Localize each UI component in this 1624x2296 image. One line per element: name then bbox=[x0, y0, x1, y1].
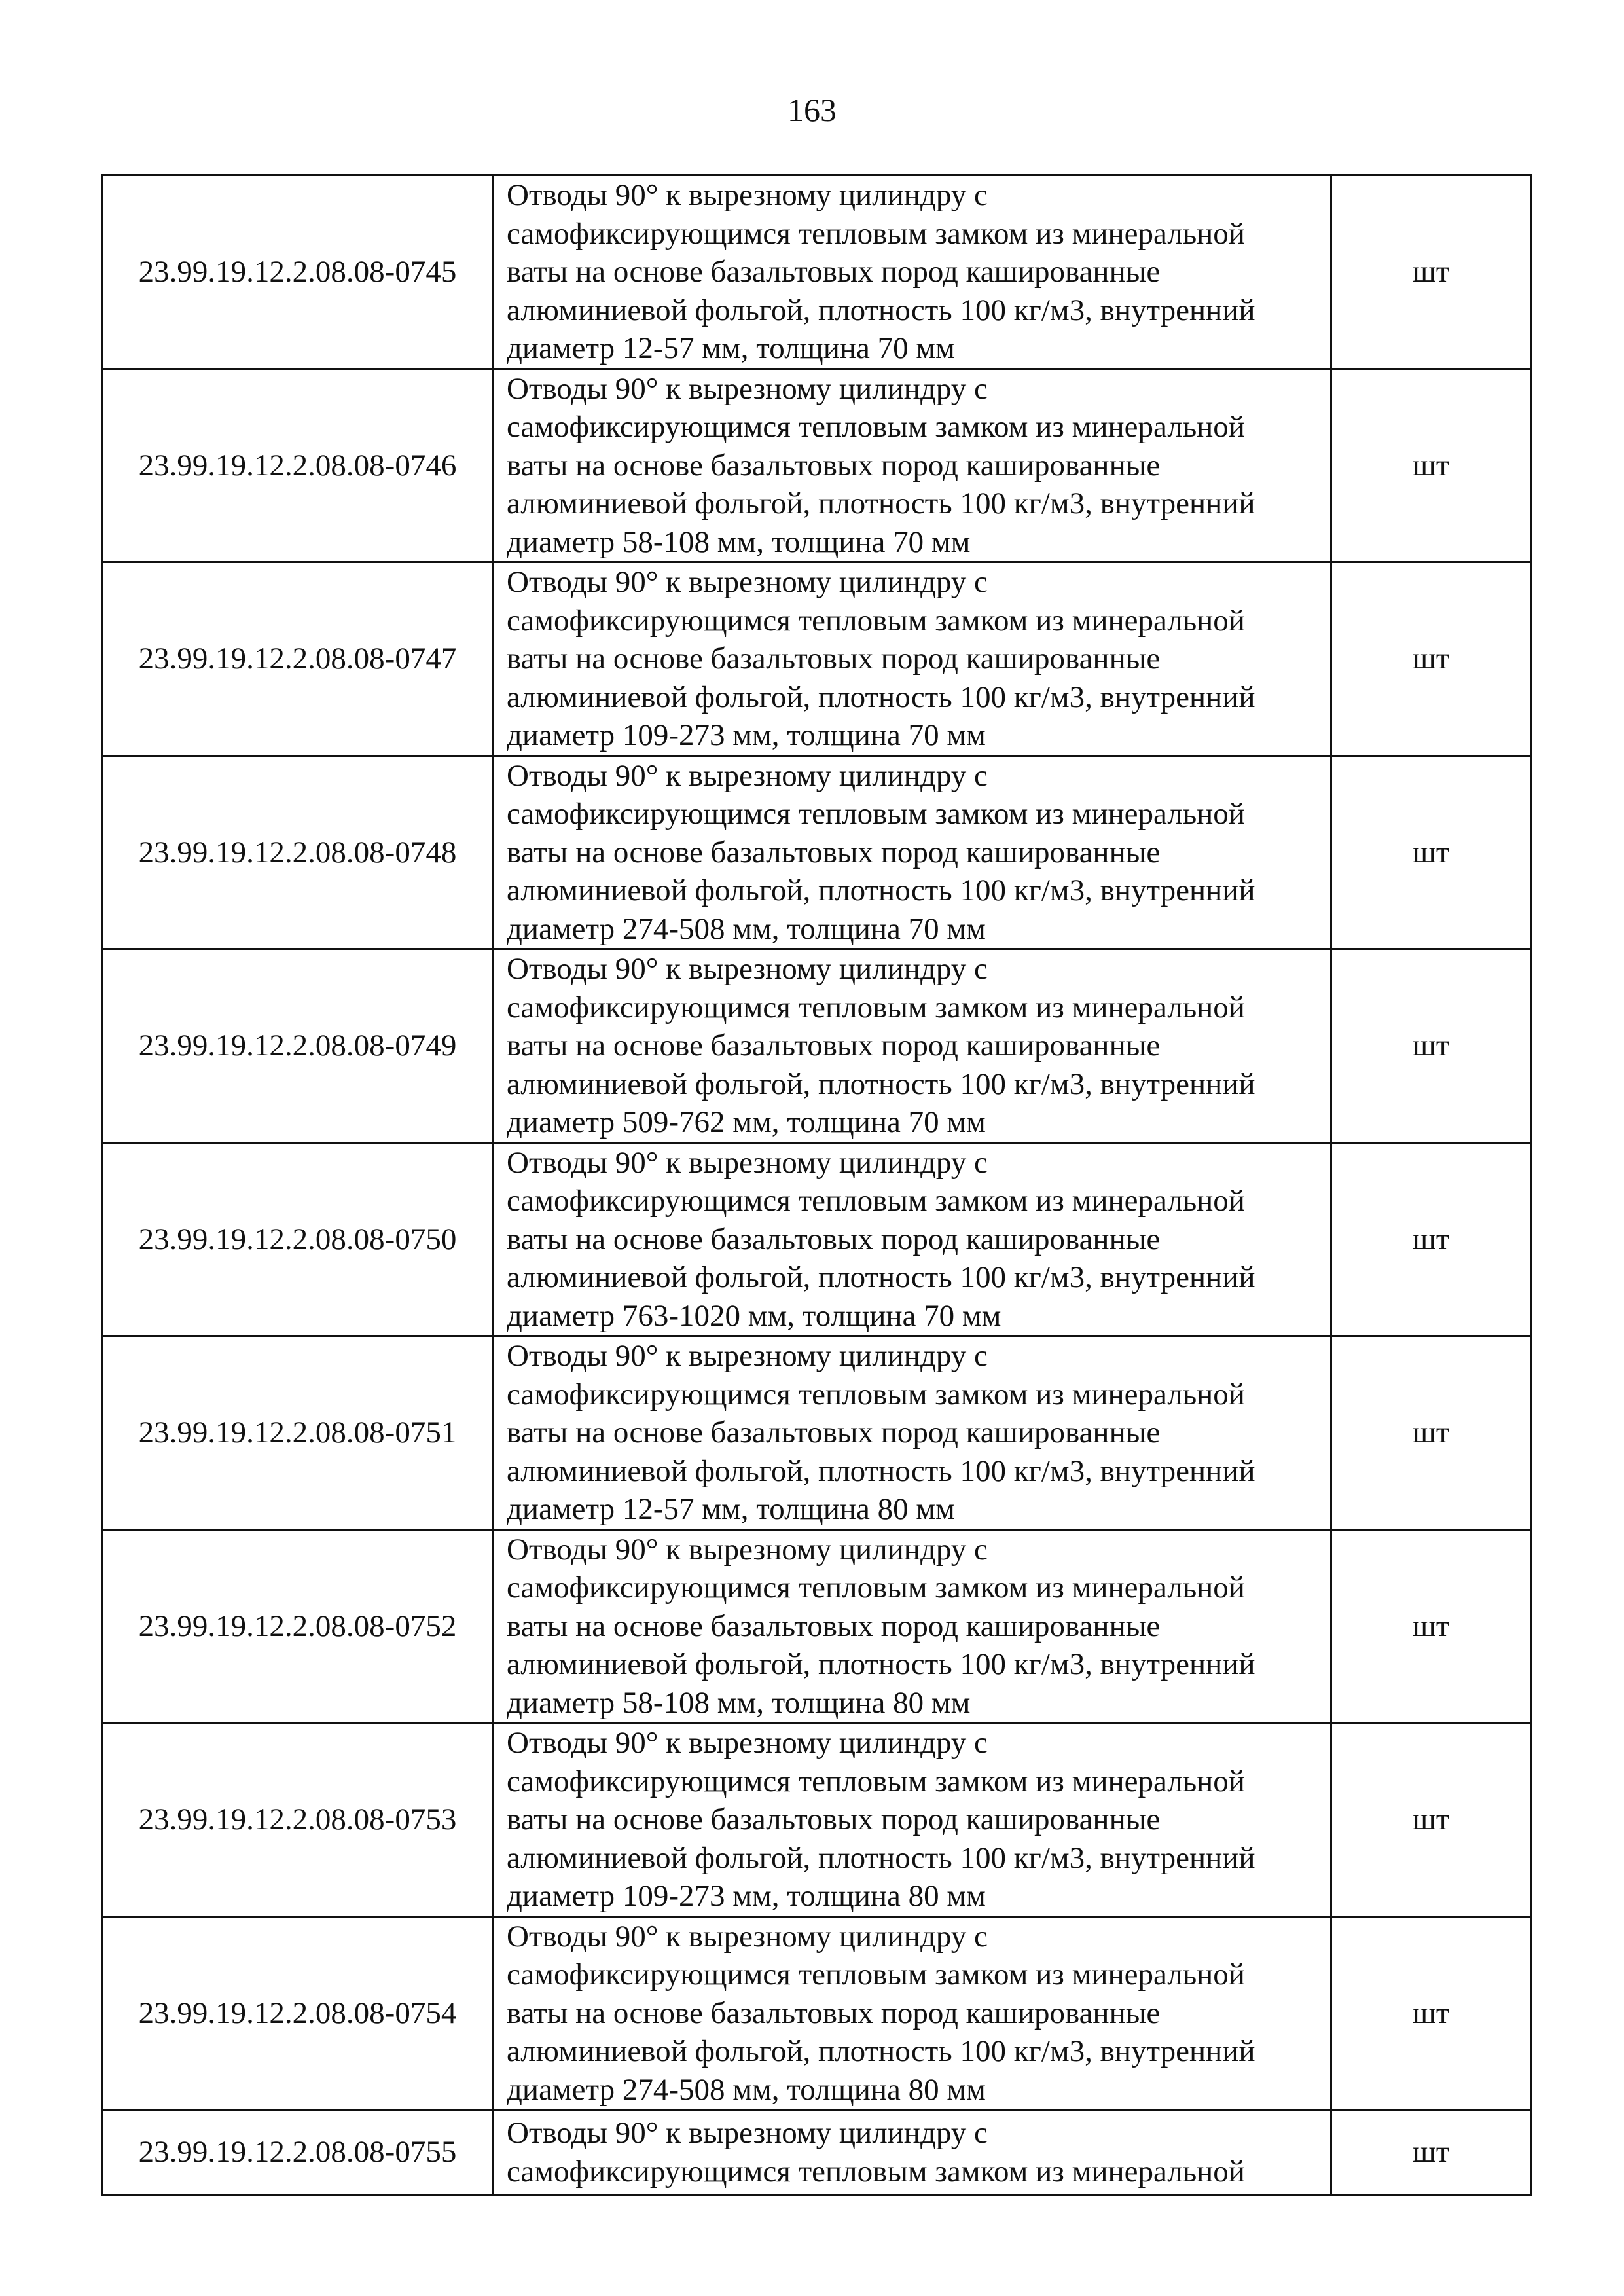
page-number: 163 bbox=[787, 92, 837, 128]
resource-description: Отводы 90° к вырезному цилиндру с самофиксирующимся тепловым замком из минеральной ваты на основе базальтовых пород кашированные алюминиевой фольгой, плотность 100 кг/м3, внутренний диаметр 12-57 мм, толщина 80 мм bbox=[507, 1339, 1255, 1526]
resource-code: 23.99.19.12.2.08.08-0752 bbox=[103, 1529, 493, 1723]
resource-table bbox=[101, 174, 1532, 2196]
unit-of-measure: шт bbox=[1331, 562, 1531, 756]
resource-description-cell bbox=[493, 1529, 1331, 1723]
unit-of-measure: шт bbox=[1331, 175, 1531, 369]
unit-of-measure: шт bbox=[1331, 369, 1531, 562]
unit-of-measure: шт bbox=[1331, 1142, 1531, 1336]
unit-of-measure: шт bbox=[1331, 756, 1531, 949]
table-row bbox=[103, 1916, 1531, 2110]
resource-code: 23.99.19.12.2.08.08-0748 bbox=[103, 756, 493, 949]
resource-description-cell bbox=[493, 175, 1331, 369]
table-row bbox=[103, 1336, 1531, 1530]
table-row bbox=[103, 369, 1531, 562]
resource-description: Отводы 90° к вырезному цилиндру с самофиксирующимся тепловым замком из минеральной ваты на основе базальтовых пород кашированные алюминиевой фольгой, плотность 100 кг/м3, внутренний диаметр 109-273 мм, толщина 70 мм bbox=[507, 565, 1255, 752]
resource-description-cell bbox=[493, 2110, 1331, 2195]
table-row bbox=[103, 1529, 1531, 1723]
resource-code: 23.99.19.12.2.08.08-0745 bbox=[103, 175, 493, 369]
unit-of-measure: шт bbox=[1331, 1529, 1531, 1723]
table-row bbox=[103, 562, 1531, 756]
resource-code: 23.99.19.12.2.08.08-0749 bbox=[103, 949, 493, 1143]
resource-description: Отводы 90° к вырезному цилиндру с самофиксирующимся тепловым замком из минеральной ваты на основе базальтовых пород кашированные алюминиевой фольгой, плотность 100 кг/м3, внутренний диаметр 109-273 мм, толщина 80 мм bbox=[507, 1726, 1255, 1913]
resource-code: 23.99.19.12.2.08.08-0754 bbox=[103, 1916, 493, 2110]
resource-description-cell bbox=[493, 1723, 1331, 1917]
unit-of-measure: шт bbox=[1331, 2110, 1531, 2195]
unit-of-measure: шт bbox=[1331, 949, 1531, 1143]
table-row bbox=[103, 756, 1531, 949]
resource-description: Отводы 90° к вырезному цилиндру с самофиксирующимся тепловым замком из минеральной ваты на основе базальтовых пород кашированные алюминиевой фольгой, плотность 100 кг/м3, внутренний диаметр 58-108 мм, толщина 70 мм bbox=[507, 371, 1255, 559]
resource-description-cell bbox=[493, 369, 1331, 562]
resource-code: 23.99.19.12.2.08.08-0755 bbox=[103, 2110, 493, 2195]
resource-description-cell bbox=[493, 949, 1331, 1143]
table-row bbox=[103, 1723, 1531, 1917]
resource-code: 23.99.19.12.2.08.08-0746 bbox=[103, 369, 493, 562]
table-row bbox=[103, 949, 1531, 1143]
resource-code: 23.99.19.12.2.08.08-0751 bbox=[103, 1336, 493, 1530]
resource-description-cell bbox=[493, 562, 1331, 756]
resource-description-cell bbox=[493, 1142, 1331, 1336]
resource-description: Отводы 90° к вырезному цилиндру с самофиксирующимся тепловым замком из минеральной ваты на основе базальтовых пород кашированные алюминиевой фольгой, плотность 100 кг/м3, внутренний диаметр 58-108 мм, толщина 80 мм bbox=[507, 1532, 1255, 1720]
resource-description-cell bbox=[493, 1916, 1331, 2110]
resource-description-cell bbox=[493, 756, 1331, 949]
resource-code: 23.99.19.12.2.08.08-0750 bbox=[103, 1142, 493, 1336]
resource-code: 23.99.19.12.2.08.08-0747 bbox=[103, 562, 493, 756]
resource-description: Отводы 90° к вырезному цилиндру с самофиксирующимся тепловым замком из минеральной bbox=[507, 2116, 1245, 2189]
table-row bbox=[103, 175, 1531, 369]
resource-description-cell bbox=[493, 1336, 1331, 1530]
resource-description: Отводы 90° к вырезному цилиндру с самофиксирующимся тепловым замком из минеральной ваты на основе базальтовых пород кашированные алюминиевой фольгой, плотность 100 кг/м3, внутренний диаметр 274-508 мм, толщина 70 мм bbox=[507, 758, 1255, 946]
unit-of-measure: шт bbox=[1331, 1336, 1531, 1530]
unit-of-measure: шт bbox=[1331, 1723, 1531, 1917]
resource-description: Отводы 90° к вырезному цилиндру с самофиксирующимся тепловым замком из минеральной ваты на основе базальтовых пород кашированные алюминиевой фольгой, плотность 100 кг/м3, внутренний диаметр 763-1020 мм, толщина 70 мм bbox=[507, 1145, 1255, 1333]
unit-of-measure: шт bbox=[1331, 1916, 1531, 2110]
table-row bbox=[103, 1142, 1531, 1336]
resource-description: Отводы 90° к вырезному цилиндру с самофиксирующимся тепловым замком из минеральной ваты на основе базальтовых пород кашированные алюминиевой фольгой, плотность 100 кг/м3, внутренний диаметр 274-508 мм, толщина 80 мм bbox=[507, 1919, 1255, 2107]
resource-description: Отводы 90° к вырезному цилиндру с самофиксирующимся тепловым замком из минеральной ваты на основе базальтовых пород кашированные алюминиевой фольгой, плотность 100 кг/м3, внутренний диаметр 509-762 мм, толщина 70 мм bbox=[507, 952, 1255, 1139]
resource-description: Отводы 90° к вырезному цилиндру с самофиксирующимся тепловым замком из минеральной ваты на основе базальтовых пород кашированные алюминиевой фольгой, плотность 100 кг/м3, внутренний диаметр 12-57 мм, толщина 70 мм bbox=[507, 178, 1255, 365]
table-row bbox=[103, 2110, 1531, 2195]
resource-code: 23.99.19.12.2.08.08-0753 bbox=[103, 1723, 493, 1917]
